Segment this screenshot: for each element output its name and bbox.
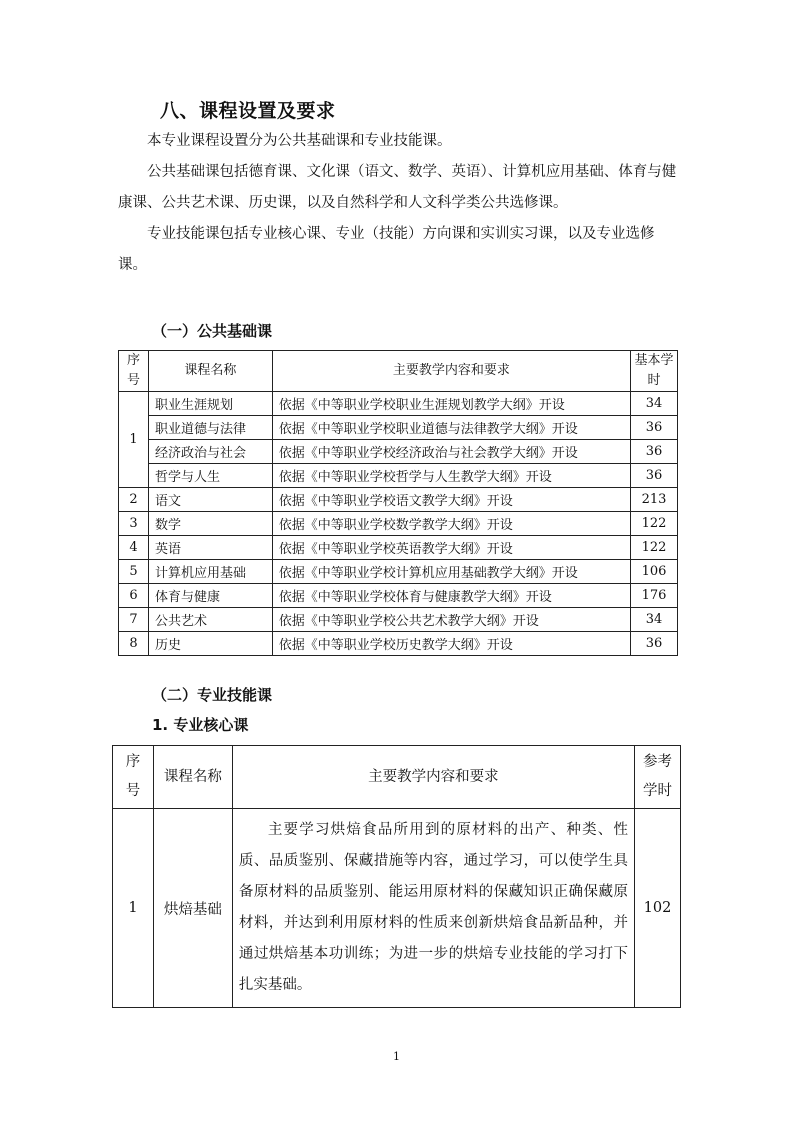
table-row xyxy=(119,440,678,464)
cell-name: 体育与健康 xyxy=(148,584,272,608)
header-hours xyxy=(635,746,681,809)
cell-content: 依据《中等职业学校英语教学大纲》开设 xyxy=(272,536,630,560)
table-row xyxy=(119,560,678,584)
cell-content: 依据《中等职业学校职业道德与法律教学大纲》开设 xyxy=(272,416,630,440)
public-courses-heading: （一）公共基础课 xyxy=(152,322,273,340)
cell-name: 计算机应用基础 xyxy=(148,560,272,584)
table-row xyxy=(119,536,678,560)
core-courses-table xyxy=(112,745,681,1008)
cell-name: 哲学与人生 xyxy=(148,464,272,488)
cell-content: 依据《中等职业学校计算机应用基础教学大纲》开设 xyxy=(272,560,630,584)
skill-courses-heading: （二）专业技能课 xyxy=(152,686,273,704)
cell-name: 职业道德与法律 xyxy=(148,416,272,440)
table-row xyxy=(119,416,678,440)
cell-content: 依据《中等职业学校公共艺术教学大纲》开设 xyxy=(272,608,630,632)
cell-name: 烘焙基础 xyxy=(153,809,232,1008)
cell-name: 数学 xyxy=(148,512,272,536)
cell-no: 1 xyxy=(113,809,154,1008)
cell-name: 历史 xyxy=(148,632,272,656)
cell-hours: 34 xyxy=(631,608,678,632)
table-row xyxy=(119,608,678,632)
cell-content: 依据《中等职业学校语文教学大纲》开设 xyxy=(272,488,630,512)
header-no xyxy=(113,746,154,809)
cell-hours: 36 xyxy=(631,632,678,656)
cell-hours: 102 xyxy=(635,809,681,1008)
header-hours: 基本学时 xyxy=(631,351,678,392)
header-hours-top: 参考 xyxy=(643,754,672,770)
cell-hours: 36 xyxy=(631,440,678,464)
cell-hours: 36 xyxy=(631,416,678,440)
cell-content: 依据《中等职业学校职业生涯规划教学大纲》开设 xyxy=(272,392,630,416)
table-row xyxy=(119,512,678,536)
cell-hours: 122 xyxy=(631,536,678,560)
table-row xyxy=(119,488,678,512)
header-name: 课程名称 xyxy=(148,351,272,392)
cell-name: 英语 xyxy=(148,536,272,560)
cell-no: 8 xyxy=(119,632,149,656)
cell-hours: 36 xyxy=(631,464,678,488)
cell-name: 职业生涯规划 xyxy=(148,392,272,416)
cell-name: 经济政治与社会 xyxy=(148,440,272,464)
cell-no: 7 xyxy=(119,608,149,632)
cell-no: 2 xyxy=(119,488,149,512)
paragraph: 专业技能课包括专业核心课、专业（技能）方向课和实训实习课，以及专业选修课。 xyxy=(118,226,655,273)
cell-content: 依据《中等职业学校体育与健康教学大纲》开设 xyxy=(272,584,630,608)
header-name: 课程名称 xyxy=(153,746,232,809)
cell-content: 依据《中等职业学校历史教学大纲》开设 xyxy=(272,632,630,656)
cell-no: 4 xyxy=(119,536,149,560)
table-row xyxy=(113,809,681,1008)
cell-content: 依据《中等职业学校哲学与人生教学大纲》开设 xyxy=(272,464,630,488)
header-no-bottom: 号 xyxy=(125,783,141,799)
header-hours-bottom: 学时 xyxy=(643,783,672,799)
cell-content: 依据《中等职业学校经济政治与社会教学大纲》开设 xyxy=(272,440,630,464)
cell-name: 公共艺术 xyxy=(148,608,272,632)
cell-no: 6 xyxy=(119,584,149,608)
table-header-row xyxy=(113,746,681,809)
cell-name: 语文 xyxy=(148,488,272,512)
header-content: 主要教学内容和要求 xyxy=(272,351,630,392)
intro-paragraphs xyxy=(118,126,678,281)
cell-no: 5 xyxy=(119,560,149,584)
cell-content: 依据《中等职业学校数学教学大纲》开设 xyxy=(272,512,630,536)
cell-no: 3 xyxy=(119,512,149,536)
cell-hours: 106 xyxy=(631,560,678,584)
header-no: 序号 xyxy=(119,351,149,392)
table-row xyxy=(119,392,678,416)
table-row xyxy=(119,464,678,488)
table-header-row xyxy=(119,351,678,392)
cell-hours: 122 xyxy=(631,512,678,536)
header-content: 主要教学内容和要求 xyxy=(232,746,634,809)
cell-no: 1 xyxy=(119,392,149,488)
cell-content xyxy=(232,809,634,1008)
core-courses-subheading: 1. 专业核心课 xyxy=(152,716,249,734)
cell-hours: 34 xyxy=(631,392,678,416)
cell-hours: 213 xyxy=(631,488,678,512)
table-row xyxy=(119,632,678,656)
header-no-top: 序 xyxy=(125,754,141,770)
public-courses-table xyxy=(118,350,678,656)
content-text: 主要学习烘焙食品所用到的原材料的出产、种类、性质、品质鉴别、保藏措施等内容，通过学习，可以使学生具备原材料的品质鉴别、能运用原材料的保藏知识正确保藏原材料，并达到利用原材料的性质来创新烘焙食品新品种，并通过烘焙基本功训练；为进一步的烘焙专业技能的学习打下扎实基础。 xyxy=(238,822,628,993)
table-row xyxy=(119,584,678,608)
paragraph: 公共基础课包括德育课、文化课（语文、数学、英语）、计算机应用基础、体育与健康课、公共艺术课、历史课，以及自然科学和人文科学类公共选修课。 xyxy=(118,164,677,211)
paragraph: 本专业课程设置分为公共基础课和专业技能课。 xyxy=(147,133,452,149)
cell-hours: 176 xyxy=(631,584,678,608)
page-number: 1 xyxy=(393,1050,400,1063)
section-title: 八、课程设置及要求 xyxy=(160,100,336,122)
